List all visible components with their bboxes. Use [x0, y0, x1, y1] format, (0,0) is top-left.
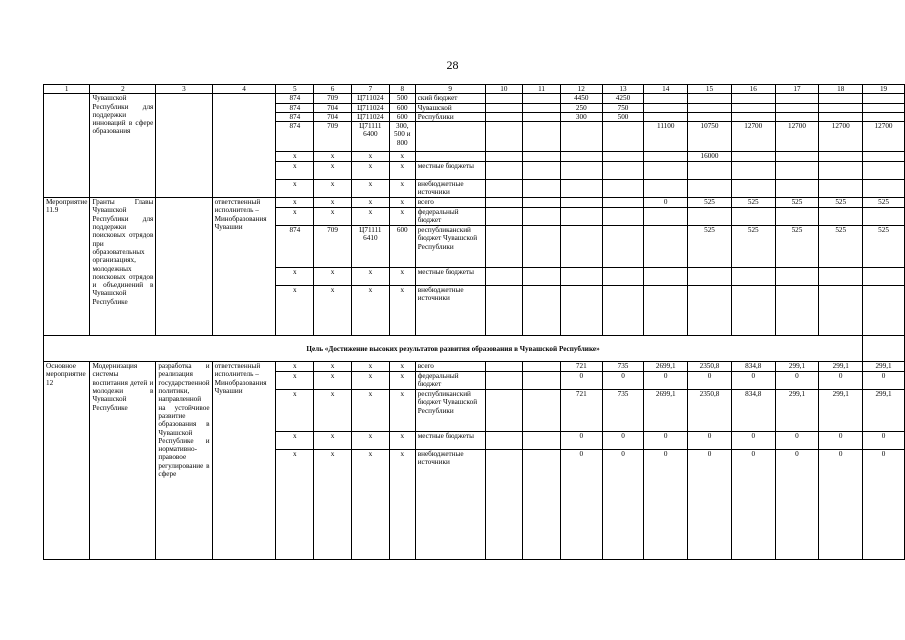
cell: [523, 226, 561, 268]
value-cell: 0: [644, 372, 688, 390]
value-cell: 2699,1: [644, 362, 688, 372]
cell: [819, 268, 863, 286]
source-cell: всего: [415, 198, 485, 208]
value-cell: 4250: [602, 94, 644, 103]
cell: [560, 286, 602, 336]
cell: x: [276, 180, 314, 198]
cell: [731, 152, 775, 162]
cell: x: [276, 286, 314, 336]
cell: 300, 500 и 800: [389, 122, 415, 152]
value-cell: 525: [688, 226, 732, 268]
value-cell: 0: [775, 372, 819, 390]
value-cell: 525: [731, 226, 775, 268]
cell: [485, 198, 523, 208]
cell: [775, 268, 819, 286]
cell: [523, 286, 561, 336]
value-cell: 12700: [863, 122, 905, 152]
cell: [602, 268, 644, 286]
value-cell: 0: [688, 450, 732, 560]
cell: [863, 286, 905, 336]
header-cell: 3: [156, 85, 212, 94]
cell: [523, 450, 561, 560]
cell: [688, 286, 732, 336]
cell: [560, 208, 602, 226]
cell: [523, 122, 561, 152]
cell: Ц711024: [351, 103, 389, 112]
cell: 704: [314, 103, 352, 112]
source-cell: [415, 152, 485, 162]
cell: [523, 208, 561, 226]
cell: 874: [276, 122, 314, 152]
cell: [863, 162, 905, 180]
value-cell: 299,1: [863, 362, 905, 372]
value-cell: 525: [863, 226, 905, 268]
value-cell: 0: [644, 450, 688, 560]
header-row: [44, 85, 905, 94]
header-cell: 16: [731, 85, 775, 94]
cell: x: [314, 162, 352, 180]
header-cell: 4: [212, 85, 276, 94]
value-cell: 16000: [688, 152, 732, 162]
cell: [731, 268, 775, 286]
value-cell: 525: [775, 226, 819, 268]
cell: [819, 152, 863, 162]
cell: [775, 208, 819, 226]
cell: [644, 152, 688, 162]
cell: x: [389, 268, 415, 286]
value-cell: 0: [775, 450, 819, 560]
value-cell: 300: [560, 112, 602, 121]
cell: [863, 152, 905, 162]
cell: 500: [389, 94, 415, 103]
cell: [819, 94, 863, 103]
cell: Ц711024: [351, 94, 389, 103]
cell: [560, 162, 602, 180]
cell: x: [351, 198, 389, 208]
cell: [485, 372, 523, 390]
cell: [485, 152, 523, 162]
value-cell: 2350,8: [688, 362, 732, 372]
cell: [523, 94, 561, 103]
cell: [819, 180, 863, 198]
cell: [819, 103, 863, 112]
cell: [819, 208, 863, 226]
cell: [560, 226, 602, 268]
cell: 709: [314, 122, 352, 152]
value-cell: 299,1: [819, 390, 863, 432]
value-cell: 525: [819, 226, 863, 268]
cell: x: [276, 450, 314, 560]
cell: [863, 94, 905, 103]
value-cell: 11100: [644, 122, 688, 152]
value-cell: 0: [775, 432, 819, 450]
cell: [560, 152, 602, 162]
value-cell: 0: [602, 450, 644, 560]
event-id: Основное мероприятие 12: [44, 362, 90, 560]
cell: [156, 94, 212, 198]
value-cell: 834,8: [731, 390, 775, 432]
cell: [156, 198, 212, 336]
cell: x: [351, 432, 389, 450]
source-cell: внебюджетные источники: [415, 180, 485, 198]
cell: [688, 208, 732, 226]
cell: [485, 112, 523, 121]
cell: x: [351, 152, 389, 162]
source-cell: местные бюджеты: [415, 268, 485, 286]
cell: x: [351, 372, 389, 390]
source-cell: федеральный бюджет: [415, 372, 485, 390]
cell: [560, 180, 602, 198]
source-cell: Республики: [415, 112, 485, 121]
cell: [485, 268, 523, 286]
cell: x: [351, 390, 389, 432]
cell: x: [351, 286, 389, 336]
cell: [523, 362, 561, 372]
cell: x: [389, 152, 415, 162]
header-cell: 2: [90, 85, 156, 94]
value-cell: 0: [560, 372, 602, 390]
cell: [731, 94, 775, 103]
value-cell: 299,1: [819, 362, 863, 372]
goal-row: [44, 336, 905, 362]
cell: x: [351, 268, 389, 286]
cell: [644, 162, 688, 180]
cell: [863, 336, 905, 362]
cell: [819, 162, 863, 180]
value-cell: 12700: [731, 122, 775, 152]
cell: [775, 180, 819, 198]
value-cell: 0: [863, 372, 905, 390]
source-cell: [415, 122, 485, 152]
header-cell: 15: [688, 85, 732, 94]
header-cell: 18: [819, 85, 863, 94]
cell: x: [314, 432, 352, 450]
value-cell: 721: [560, 362, 602, 372]
header-cell: 10: [485, 85, 523, 94]
cell: x: [314, 450, 352, 560]
cell: x: [389, 450, 415, 560]
cell: [485, 208, 523, 226]
value-cell: 299,1: [863, 390, 905, 432]
cell: [602, 286, 644, 336]
value-cell: 0: [560, 432, 602, 450]
source-cell: внебюджетные источники: [415, 450, 485, 560]
value-cell: 0: [863, 432, 905, 450]
cell: [602, 152, 644, 162]
cell: x: [351, 450, 389, 560]
value-cell: 4450: [560, 94, 602, 103]
header-cell: 1: [44, 85, 90, 94]
cell: [523, 432, 561, 450]
value-cell: 525: [688, 198, 732, 208]
value-cell: 299,1: [775, 362, 819, 372]
cell: x: [389, 372, 415, 390]
value-cell: 525: [775, 198, 819, 208]
cell: [863, 112, 905, 121]
budget-table: [43, 84, 905, 560]
header-cell: 7: [351, 85, 389, 94]
cell: x: [389, 432, 415, 450]
value-cell: 0: [819, 450, 863, 560]
cell: [523, 180, 561, 198]
source-cell: местные бюджеты: [415, 162, 485, 180]
cell: x: [389, 362, 415, 372]
cell: x: [314, 372, 352, 390]
value-cell: 525: [819, 198, 863, 208]
cell: [863, 268, 905, 286]
source-cell: ский бюджет: [415, 94, 485, 103]
cell: [485, 180, 523, 198]
header-cell: 8: [389, 85, 415, 94]
cell: [775, 103, 819, 112]
cell: [688, 112, 732, 121]
cell: x: [314, 362, 352, 372]
value-cell: 0: [688, 432, 732, 450]
cell: x: [314, 208, 352, 226]
cell: [602, 226, 644, 268]
cell: [644, 286, 688, 336]
cell: x: [314, 390, 352, 432]
cell: x: [389, 180, 415, 198]
cell: 600: [389, 112, 415, 121]
cell: [688, 162, 732, 180]
cell: [688, 268, 732, 286]
header-cell: 9: [415, 85, 485, 94]
value-cell: 299,1: [775, 390, 819, 432]
executor-cell: ответственный исполнитель – Минобразования Чувашии: [212, 362, 276, 560]
cell: 600: [389, 103, 415, 112]
value-cell: 2350,8: [688, 390, 732, 432]
table-row: [44, 94, 905, 103]
cell: [731, 208, 775, 226]
cell: [644, 180, 688, 198]
goal-title: Цель «Достижение высоких результатов развития образования в Чувашской Республике»: [44, 336, 863, 362]
event-name: Модернизация системы воспитания детей и молодежи в Чувашской Республике: [90, 362, 156, 560]
value-cell: 12700: [819, 122, 863, 152]
cell: Ц71111 6410: [351, 226, 389, 268]
cell: [819, 112, 863, 121]
cell: x: [314, 152, 352, 162]
cell: x: [314, 180, 352, 198]
value-cell: 0: [731, 432, 775, 450]
header-cell: 5: [276, 85, 314, 94]
cell: x: [389, 390, 415, 432]
value-cell: 735: [602, 362, 644, 372]
cell: [602, 208, 644, 226]
cell: x: [276, 268, 314, 286]
value-cell: 0: [644, 432, 688, 450]
cell: 709: [314, 94, 352, 103]
cell: Ц711024: [351, 112, 389, 121]
executor-cell: ответственный исполнитель – Минобразования Чувашии: [212, 198, 276, 336]
cell: x: [276, 432, 314, 450]
cell: [644, 226, 688, 268]
cell: x: [314, 198, 352, 208]
value-cell: 2699,1: [644, 390, 688, 432]
cell: [485, 450, 523, 560]
cell: [602, 162, 644, 180]
value-cell: 721: [560, 390, 602, 432]
event-id: Мероприятие 11.9: [44, 198, 90, 336]
cell: [523, 198, 561, 208]
cell: x: [351, 362, 389, 372]
source-cell: федеральный бюджет: [415, 208, 485, 226]
cell: [731, 180, 775, 198]
cell: [523, 152, 561, 162]
cell: x: [276, 198, 314, 208]
cell: [523, 112, 561, 121]
cell: [485, 362, 523, 372]
event-name: Гранты Главы Чувашской Республики для поддержки поисковых отрядов при образовательных организациях, молодежных поисковых отрядов и объединений в Чувашской Республике: [90, 198, 156, 336]
value-cell: 0: [602, 432, 644, 450]
cell: [602, 122, 644, 152]
value-cell: 0: [819, 372, 863, 390]
cell: [485, 390, 523, 432]
cell: [485, 286, 523, 336]
cell: [731, 112, 775, 121]
cell: Ц71111 6400: [351, 122, 389, 152]
cell: x: [389, 162, 415, 180]
cell: x: [276, 208, 314, 226]
cell: [602, 198, 644, 208]
cell: [485, 162, 523, 180]
source-cell: республиканский бюджет Чувашской Республики: [415, 390, 485, 432]
cell: x: [276, 362, 314, 372]
value-cell: 735: [602, 390, 644, 432]
cell: [775, 286, 819, 336]
value-cell: 0: [560, 450, 602, 560]
cell: x: [351, 162, 389, 180]
value-cell: 0: [644, 198, 688, 208]
cell: [863, 103, 905, 112]
cell: [560, 268, 602, 286]
cell: [523, 162, 561, 180]
value-cell: 0: [602, 372, 644, 390]
value-cell: 0: [819, 432, 863, 450]
cell: x: [276, 152, 314, 162]
value-cell: 0: [863, 450, 905, 560]
cell: x: [351, 180, 389, 198]
page-number: 28: [446, 58, 459, 72]
cell: 874: [276, 226, 314, 268]
cell: [523, 103, 561, 112]
value-cell: 0: [688, 372, 732, 390]
value-cell: 0: [731, 372, 775, 390]
value-cell: 10750: [688, 122, 732, 152]
value-cell: 500: [602, 112, 644, 121]
header-cell: 6: [314, 85, 352, 94]
event-name: Чувашской Республики для поддержки инноваций в сфере образования: [90, 94, 156, 198]
header-cell: 17: [775, 85, 819, 94]
cell: x: [314, 286, 352, 336]
cell: [602, 180, 644, 198]
cell: [212, 94, 276, 198]
cell: [523, 372, 561, 390]
cell: [688, 94, 732, 103]
table-row: [44, 362, 905, 372]
value-cell: 750: [602, 103, 644, 112]
cell: [863, 180, 905, 198]
cell: 709: [314, 226, 352, 268]
cell: [775, 152, 819, 162]
cell: [485, 122, 523, 152]
cell: [485, 226, 523, 268]
cell: [560, 122, 602, 152]
cell: [485, 103, 523, 112]
source-cell: республиканский бюджет Чувашской Республики: [415, 226, 485, 268]
cell: [644, 112, 688, 121]
value-cell: 525: [863, 198, 905, 208]
source-cell: местные бюджеты: [415, 432, 485, 450]
cell: 874: [276, 103, 314, 112]
cell: [863, 208, 905, 226]
cell: [485, 94, 523, 103]
cell: [644, 268, 688, 286]
cell: 874: [276, 112, 314, 121]
goal-description: разработка и реализация государственной политики, направленной на устойчивое развитие образования в Чувашской Республике и нормативно-правовое регулирование в сфере: [156, 362, 212, 560]
cell: [688, 103, 732, 112]
cell: [688, 180, 732, 198]
cell: 874: [276, 94, 314, 103]
header-cell: 19: [863, 85, 905, 94]
cell: [819, 286, 863, 336]
header-cell: 14: [644, 85, 688, 94]
value-cell: 834,8: [731, 362, 775, 372]
cell: 600: [389, 226, 415, 268]
cell: x: [389, 208, 415, 226]
cell: [731, 103, 775, 112]
cell: [644, 103, 688, 112]
cell: x: [314, 268, 352, 286]
cell: [775, 112, 819, 121]
cell: [775, 162, 819, 180]
cell: [731, 162, 775, 180]
cell: x: [276, 390, 314, 432]
source-cell: Чувашской: [415, 103, 485, 112]
header-cell: 13: [602, 85, 644, 94]
cell: x: [389, 198, 415, 208]
cell: [644, 94, 688, 103]
cell: [523, 390, 561, 432]
source-cell: всего: [415, 362, 485, 372]
cell: [560, 198, 602, 208]
cell: x: [276, 162, 314, 180]
cell: [523, 268, 561, 286]
cell: [775, 94, 819, 103]
cell: x: [389, 286, 415, 336]
source-cell: внебюджетные источники: [415, 286, 485, 336]
cell: [644, 208, 688, 226]
value-cell: 525: [731, 198, 775, 208]
cell: [731, 286, 775, 336]
cell: [485, 432, 523, 450]
value-cell: 0: [731, 450, 775, 560]
cell: 704: [314, 112, 352, 121]
cell: x: [276, 372, 314, 390]
header-cell: 11: [523, 85, 561, 94]
cell: [44, 94, 90, 198]
table-row: [44, 198, 905, 208]
value-cell: 250: [560, 103, 602, 112]
cell: x: [351, 208, 389, 226]
header-cell: 12: [560, 85, 602, 94]
value-cell: 12700: [775, 122, 819, 152]
